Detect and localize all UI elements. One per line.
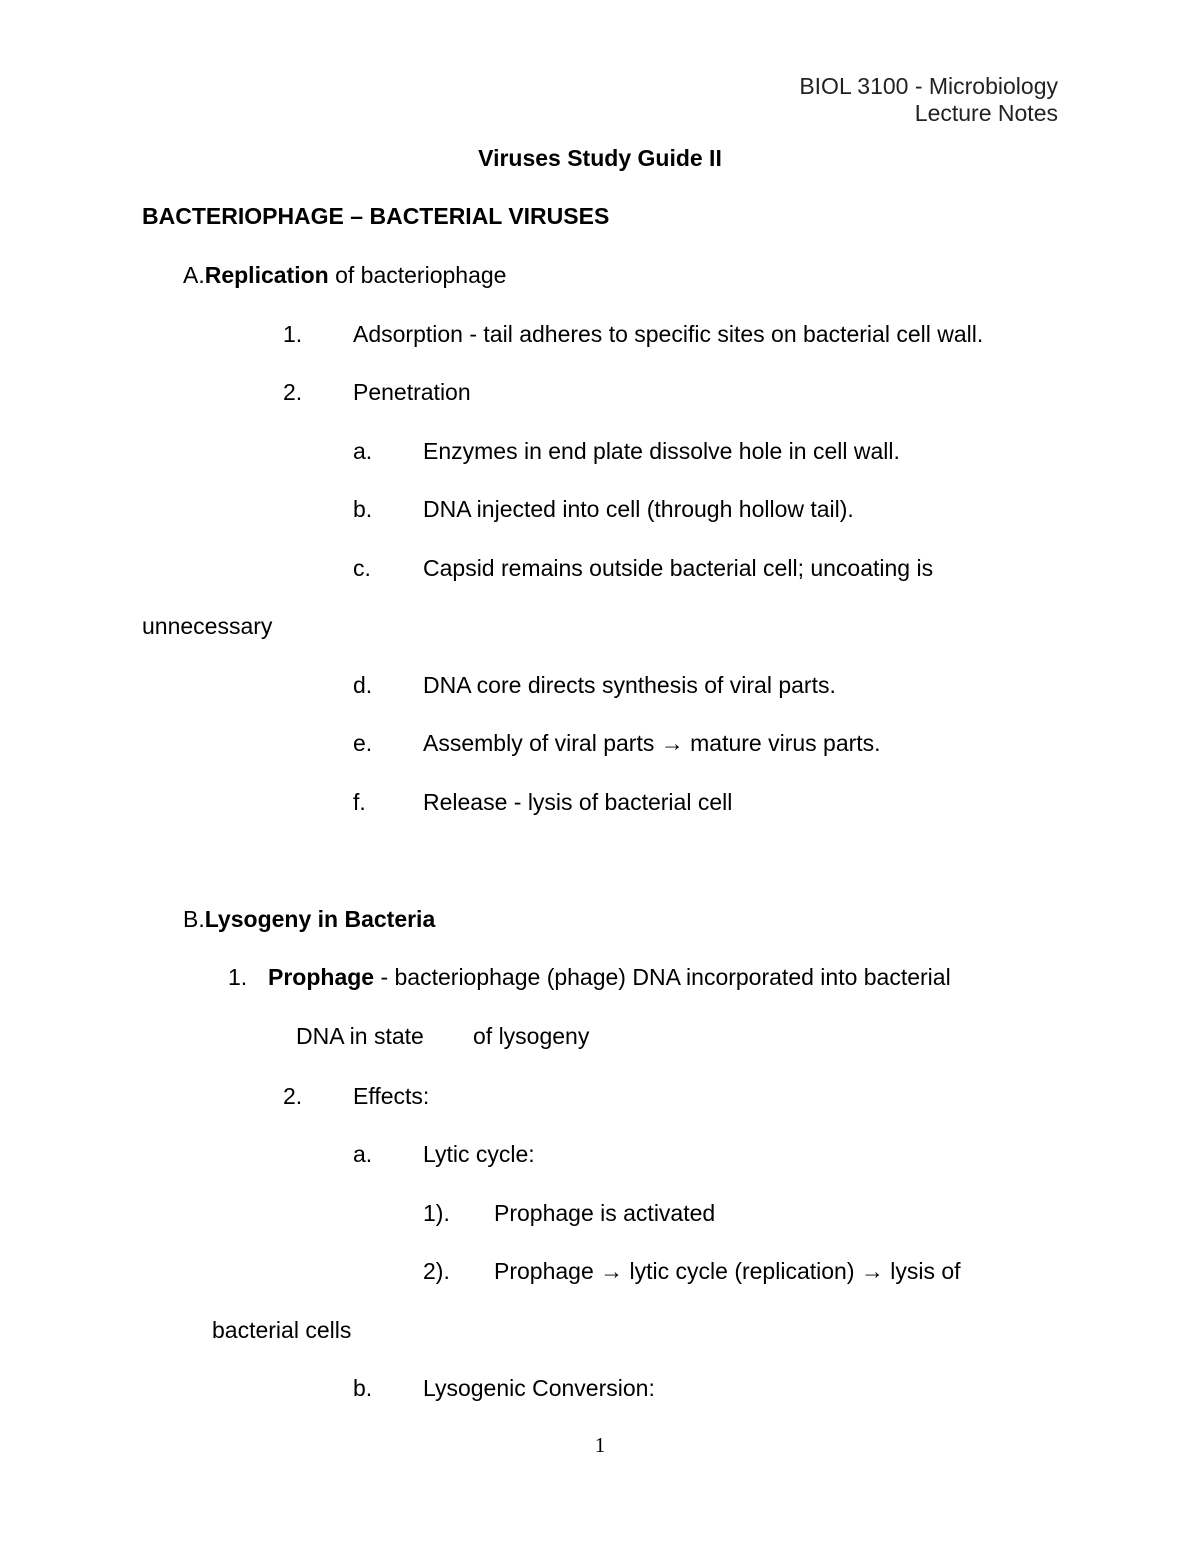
sub-item-letter: e. <box>353 730 373 756</box>
list-item: Effects: <box>353 1083 430 1109</box>
step-number: 1). <box>423 1200 450 1226</box>
section-a-heading <box>183 261 506 289</box>
sub-item-letter: b. <box>353 496 373 522</box>
sub-item-continuation: unnecessary <box>142 613 273 639</box>
sub-item-letter: c. <box>353 555 371 581</box>
page-title: Viruses Study Guide II <box>478 145 722 171</box>
list-item-continuation: DNA in state <box>296 1023 424 1049</box>
step-item: Prophage → lytic cycle (replication) → lysis of <box>494 1258 961 1284</box>
section-heading: BACTERIOPHAGE – BACTERIAL VIRUSES <box>142 203 610 229</box>
section-b-label: Lysogeny in Bacteria <box>204 906 436 932</box>
sub-item-letter: b. <box>353 1375 373 1401</box>
sub-item: Lysogenic Conversion: <box>423 1375 655 1401</box>
page-number: 1 <box>594 1433 606 1457</box>
section-b-heading <box>183 905 435 933</box>
course-header: BIOL 3100 - Microbiology <box>799 73 1058 99</box>
section-a-label-rest: of bacteriophage <box>328 262 507 288</box>
sub-item: Enzymes in end plate dissolve hole in cell wall. <box>423 438 900 464</box>
sub-item-letter: d. <box>353 672 373 698</box>
list-item-continuation: of lysogeny <box>473 1023 590 1049</box>
step-item: Prophage is activated <box>494 1200 716 1226</box>
section-a-marker: A. <box>183 262 205 288</box>
sub-item: DNA core directs synthesis of viral parts. <box>423 672 836 698</box>
prophage-term: Prophage <box>268 964 375 990</box>
sub-item: Assembly of viral parts → mature virus parts. <box>423 730 881 756</box>
sub-item: Lytic cycle: <box>423 1141 535 1167</box>
list-item <box>268 963 951 991</box>
notes-type-header: Lecture Notes <box>914 100 1058 126</box>
list-item-number: 1. <box>283 321 303 347</box>
sub-item-letter: a. <box>353 438 373 464</box>
section-a-label-bold: Replication <box>204 262 329 288</box>
section-b-marker: B. <box>183 906 205 932</box>
sub-item-letter: f. <box>353 789 366 815</box>
list-item: Adsorption - tail adheres to specific sites on bacterial cell wall. <box>353 321 984 347</box>
step-number: 2). <box>423 1258 450 1284</box>
sub-item: Capsid remains outside bacterial cell; uncoating is <box>423 555 934 581</box>
list-item-number: 2. <box>283 1083 303 1109</box>
list-item-number: 1. <box>228 964 248 990</box>
prophage-definition: - bacteriophage (phage) DNA incorporated into bacterial <box>374 964 951 990</box>
step-continuation: bacterial cells <box>212 1317 352 1343</box>
list-item: Penetration <box>353 379 471 405</box>
list-item-number: 2. <box>283 379 303 405</box>
sub-item: Release - lysis of bacterial cell <box>423 789 733 815</box>
sub-item-letter: a. <box>353 1141 373 1167</box>
sub-item: DNA injected into cell (through hollow tail). <box>423 496 854 522</box>
